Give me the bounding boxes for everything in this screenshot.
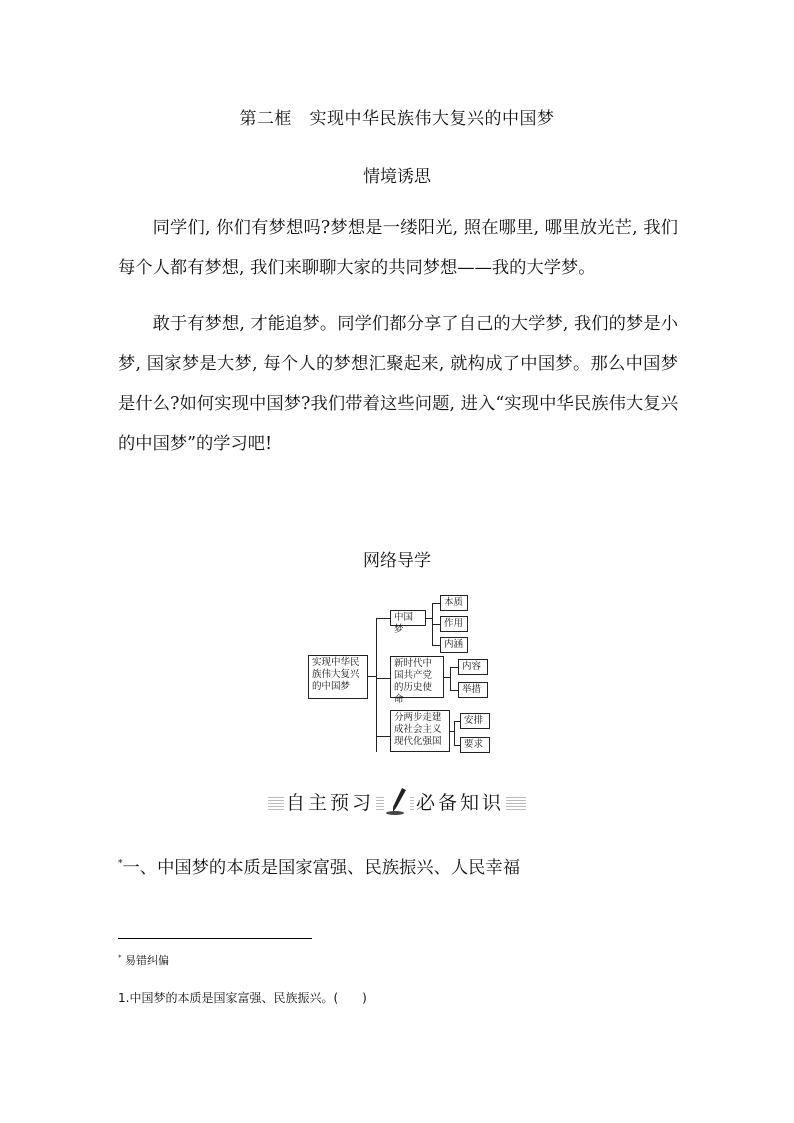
map-leaf: 内涵 (440, 637, 468, 653)
network-heading: 网络导学 (363, 551, 431, 571)
map-leaf: 内容 (458, 659, 488, 675)
map-connector (432, 603, 440, 604)
map-connector (376, 618, 390, 619)
footnote-marker: * (118, 953, 122, 962)
map-leaf: 要求 (460, 737, 490, 753)
banner-right-text: 必备知识 (414, 788, 506, 815)
scene-paragraph-1: 同学们, 你们有梦想吗?梦想是一缕阳光, 照在哪里, 哪里放光芒, 我们每个人都有梦想, 我们来聊聊大家的共同梦想——我的大学梦。 (118, 218, 678, 278)
footnote-label (118, 952, 169, 968)
map-connector (450, 667, 451, 690)
section-banner (268, 786, 526, 818)
knowledge-point-1 (118, 853, 520, 878)
footnote-divider (118, 938, 312, 939)
map-leaf: 本质 (440, 595, 468, 611)
map-root: 实现中华民族伟大复兴的中国梦 (308, 655, 368, 699)
map-leaf: 举措 (458, 682, 488, 698)
point-marker: * (118, 859, 123, 870)
footnote-title: 易错纠偏 (125, 954, 169, 967)
map-connector (368, 676, 376, 677)
map-leaf: 安排 (460, 713, 490, 729)
map-connector (454, 721, 455, 745)
map-connector (432, 624, 440, 625)
map-connector (376, 736, 390, 737)
scene-heading: 情境诱思 (363, 167, 431, 187)
pen-icon (384, 786, 410, 816)
page-title: 第二框 实现中华民族伟大复兴的中国梦 (239, 109, 555, 129)
concept-map (300, 588, 500, 758)
point-text: 一、中国梦的本质是国家富强、民族振兴、人民幸福 (122, 858, 520, 878)
map-connector (376, 678, 390, 679)
map-connector (450, 690, 458, 691)
map-branch-mission: 新时代中国共产党的历史使命 (390, 656, 444, 698)
scene-paragraph-2: 敢于有梦想, 才能追梦。同学们都分享了自己的大学梦, 我们的梦是小梦, 国家梦是大梦, 每个人的梦想汇聚起来, 就构成了中国梦。那么中国梦是什么?如何实现中国梦?我们带着这些问题, 进入“实现中华民族伟大复兴的中国梦”的学习吧! (118, 314, 678, 454)
banner-left-text: 自主预习 (284, 788, 376, 815)
map-connector (450, 667, 458, 668)
map-branch-two-steps: 分两步走建成社会主义现代化强国 (390, 710, 450, 752)
map-leaf: 作用 (440, 616, 468, 632)
map-branch-china-dream: 中国梦 (390, 610, 426, 626)
map-connector (432, 645, 440, 646)
map-connector (376, 618, 377, 752)
footnote-question: 1.中国梦的本质是国家富强、民族振兴。( ) (118, 991, 367, 1005)
